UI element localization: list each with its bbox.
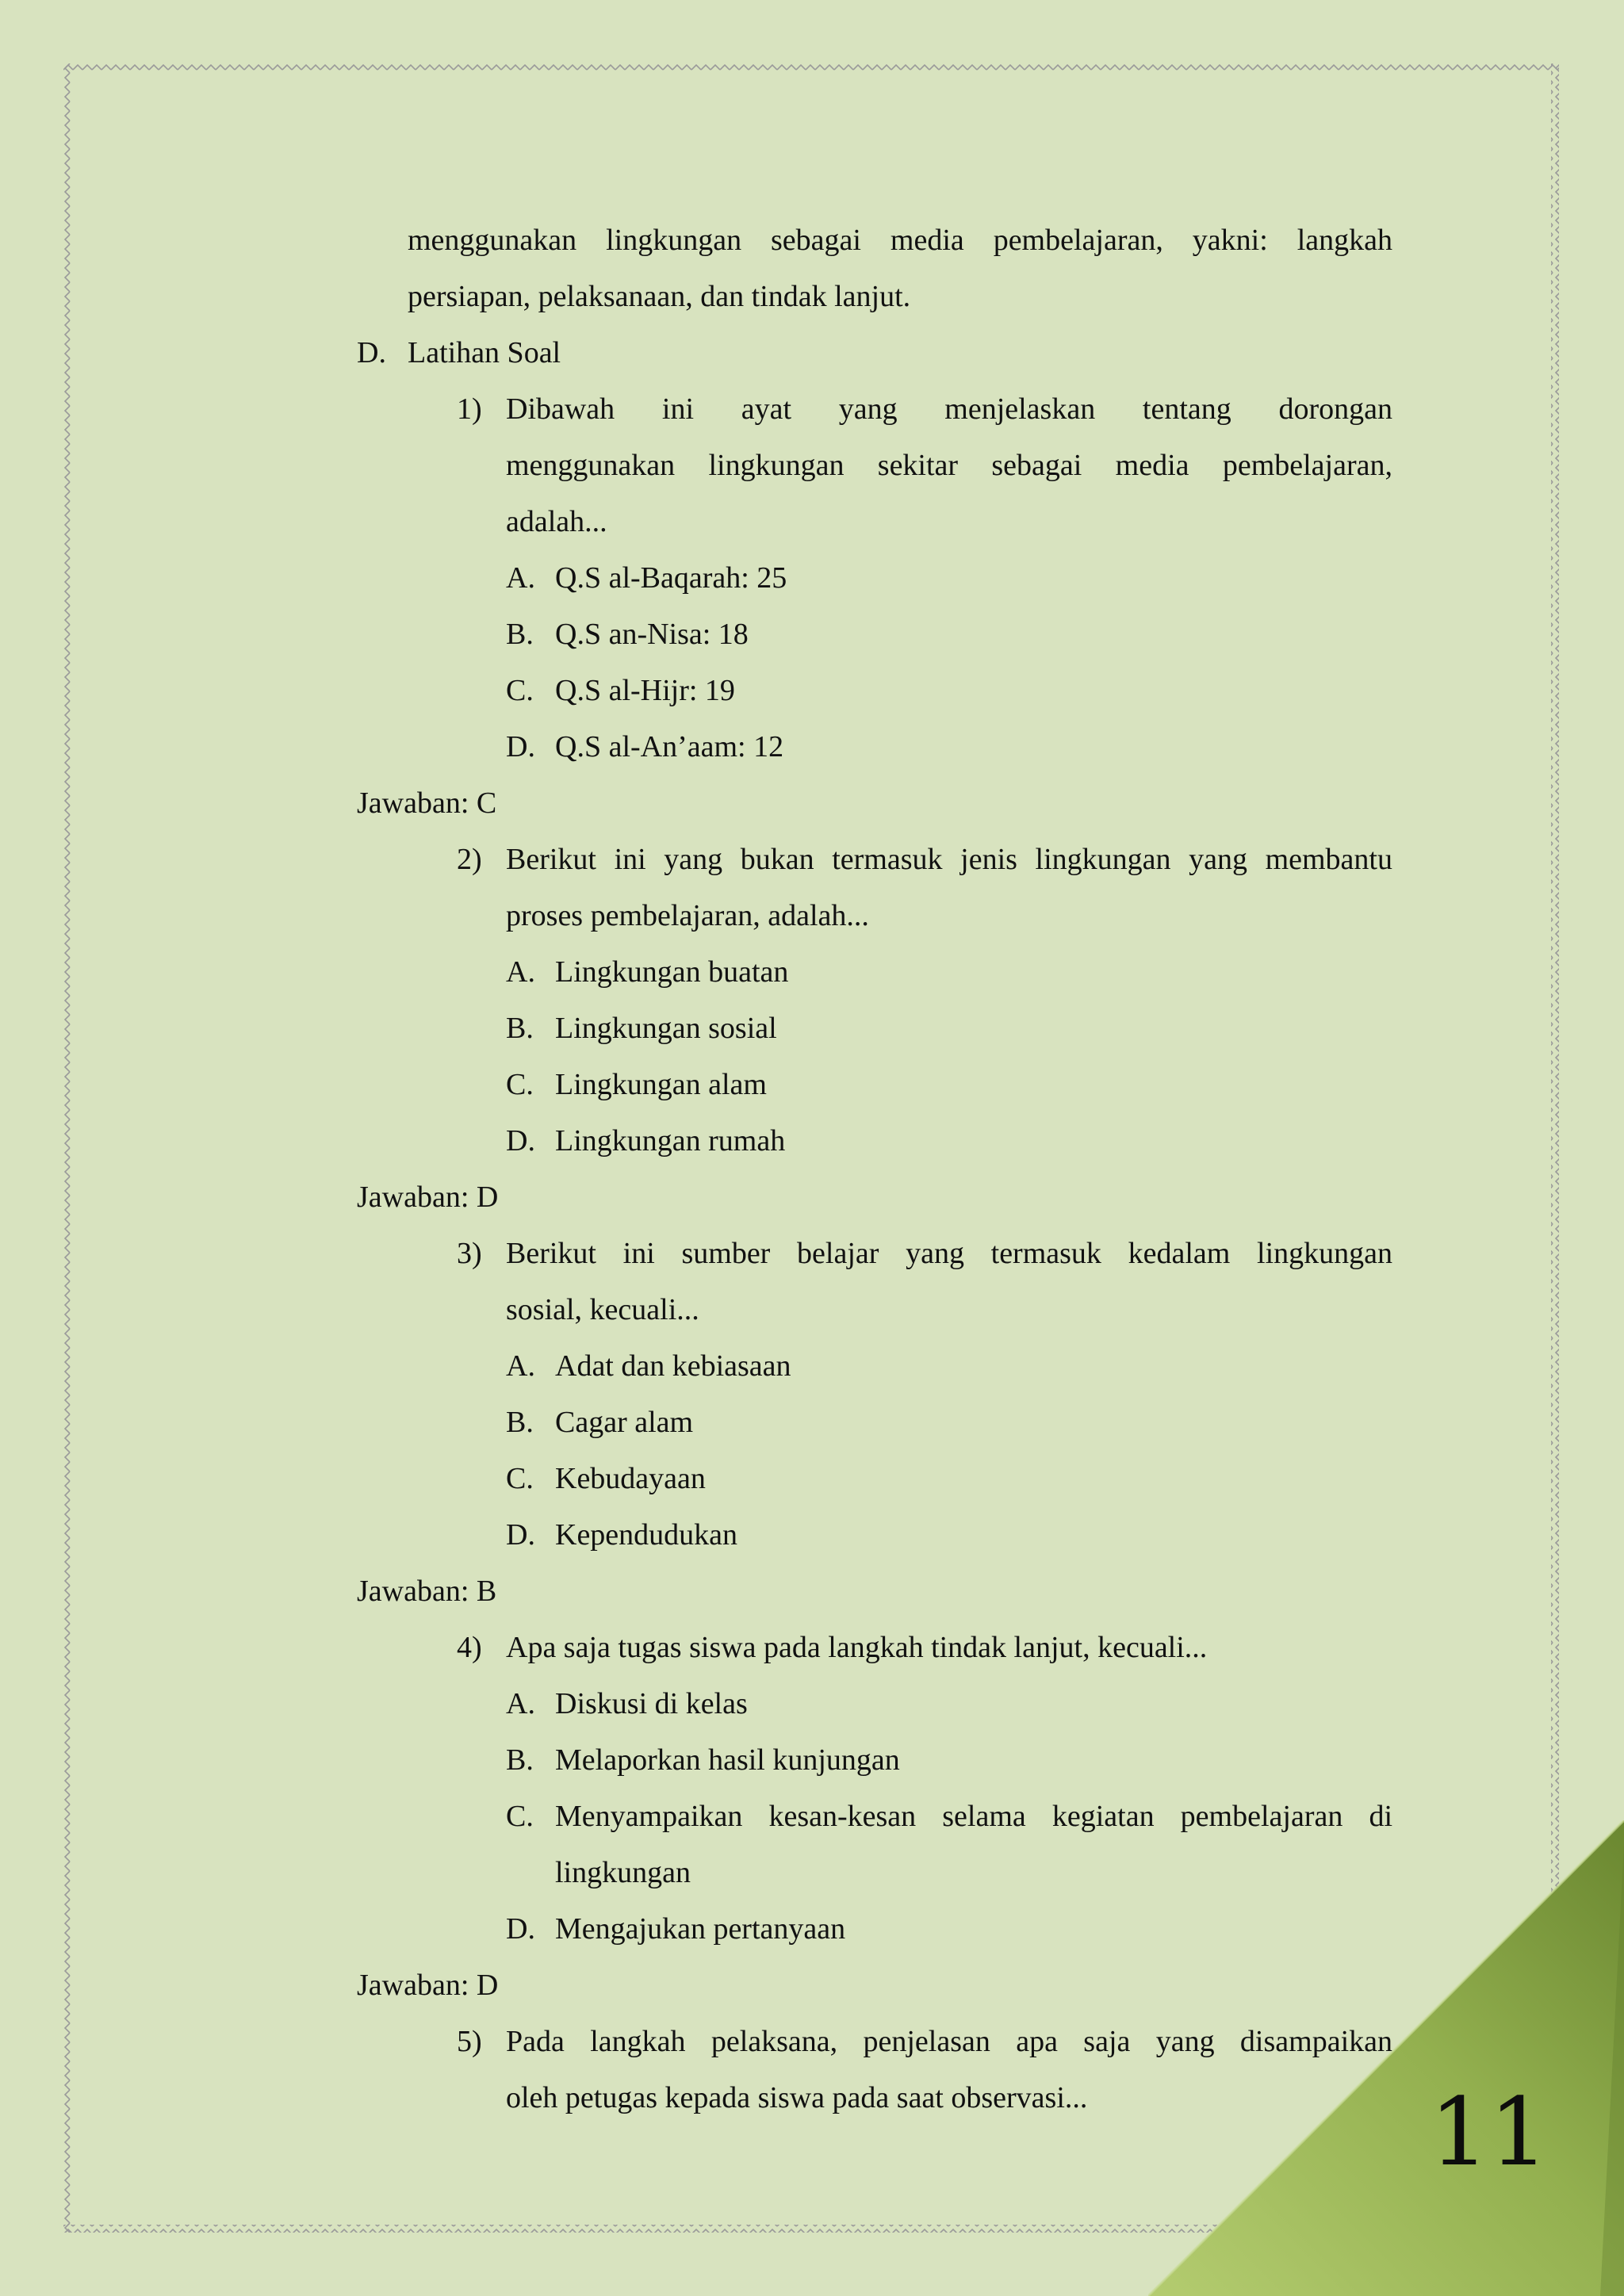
option-label: D. [506, 1912, 535, 1946]
question-number: 5) [457, 2025, 482, 2058]
option-label: D. [506, 730, 535, 763]
option-c [506, 1451, 1392, 1507]
question-text: Dibawah ini ayat yang menjelaskan tentang dorongan [506, 392, 1392, 426]
option-text: Menyampaikan kesan-kesan selama kegiatan pembelajaran di [555, 1800, 1392, 1833]
option-label: A. [506, 561, 535, 595]
option-b [506, 1732, 1392, 1789]
option-label: D. [506, 1518, 535, 1552]
question-number: 3) [457, 1237, 482, 1270]
question-number: 2) [457, 843, 482, 876]
option-a [506, 550, 1392, 607]
question-text: Berikut ini yang bukan termasuk jenis lingkungan yang membantu [506, 843, 1392, 876]
option-c [506, 1057, 1392, 1113]
question-2 [457, 832, 1392, 944]
option-c [506, 663, 1392, 719]
option-a [506, 1676, 1392, 1732]
option-a [506, 944, 1392, 1001]
option-d [506, 1507, 1392, 1563]
option-label: C. [506, 1068, 534, 1101]
question-text: Berikut ini sumber belajar yang termasuk kedalam lingkungan [506, 1237, 1392, 1270]
option-label: B. [506, 1406, 534, 1439]
option-label: C. [506, 1800, 534, 1833]
question-text: sosial, kecuali... [506, 1293, 699, 1326]
option-d [506, 1113, 1392, 1169]
option-text: Lingkungan alam [555, 1068, 767, 1101]
option-text: Q.S al-Hijr: 19 [555, 674, 735, 707]
question-number: 4) [457, 1631, 482, 1664]
option-text: Kependudukan [555, 1518, 738, 1552]
option-b [506, 607, 1392, 663]
question-text: adalah... [506, 505, 607, 538]
option-text: Q.S an-Nisa: 18 [555, 618, 749, 651]
question-1 [457, 381, 1392, 550]
option-text: Q.S al-An’aam: 12 [555, 730, 784, 763]
option-label: C. [506, 674, 534, 707]
section-heading [357, 325, 1392, 381]
question-text: menggunakan lingkungan sekitar sebagai media pembelajaran, [506, 449, 1392, 482]
option-text: Cagar alam [555, 1406, 694, 1439]
answer-key: Jawaban: D [357, 1181, 499, 1214]
option-text: Mengajukan pertanyaan [555, 1912, 846, 1946]
option-text: Melaporkan hasil kunjungan [555, 1743, 900, 1777]
option-label: C. [506, 1462, 534, 1495]
option-label: B. [506, 618, 534, 651]
option-label: B. [506, 1012, 534, 1045]
answer-key: Jawaban: D [357, 1969, 499, 2002]
option-text: Lingkungan sosial [555, 1012, 777, 1045]
question-text: Apa saja tugas siswa pada langkah tindak lanjut, kecuali... [506, 1631, 1208, 1664]
option-label: B. [506, 1743, 534, 1777]
question-text: proses pembelajaran, adalah... [506, 899, 869, 932]
answer-key: Jawaban: B [357, 1575, 497, 1608]
option-b [506, 1001, 1392, 1057]
option-b [506, 1395, 1392, 1451]
option-d [506, 719, 1392, 775]
question-text: oleh petugas kepada siswa pada saat observasi... [506, 2081, 1088, 2114]
option-a [506, 1338, 1392, 1395]
page-number: 11 [1429, 2077, 1549, 2187]
option-text: Lingkungan buatan [555, 955, 789, 989]
option-text: Adat dan kebiasaan [555, 1349, 791, 1383]
option-label: A. [506, 1349, 535, 1383]
intro-line-2: persiapan, pelaksanaan, dan tindak lanjut. [408, 280, 911, 313]
option-text: Lingkungan rumah [555, 1124, 786, 1158]
intro-line-1: menggunakan lingkungan sebagai media pembelajaran, yakni: langkah [408, 224, 1392, 257]
option-label: A. [506, 955, 535, 989]
option-text: Diskusi di kelas [555, 1687, 748, 1720]
question-number: 1) [457, 392, 482, 426]
question-3 [457, 1226, 1392, 1338]
section-label: D. [357, 336, 386, 369]
answer-key: Jawaban: C [357, 786, 497, 820]
option-label: D. [506, 1124, 535, 1158]
question-text: Pada langkah pelaksana, penjelasan apa saja yang disampaikan [506, 2025, 1392, 2058]
option-text: Q.S al-Baqarah: 25 [555, 561, 787, 595]
question-4 [457, 1620, 1392, 1676]
option-text: lingkungan [555, 1856, 691, 1889]
page-corner-decoration [1148, 1820, 1624, 2296]
section-title: Latihan Soal [408, 336, 561, 369]
option-label: A. [506, 1687, 535, 1720]
option-text: Kebudayaan [555, 1462, 706, 1495]
